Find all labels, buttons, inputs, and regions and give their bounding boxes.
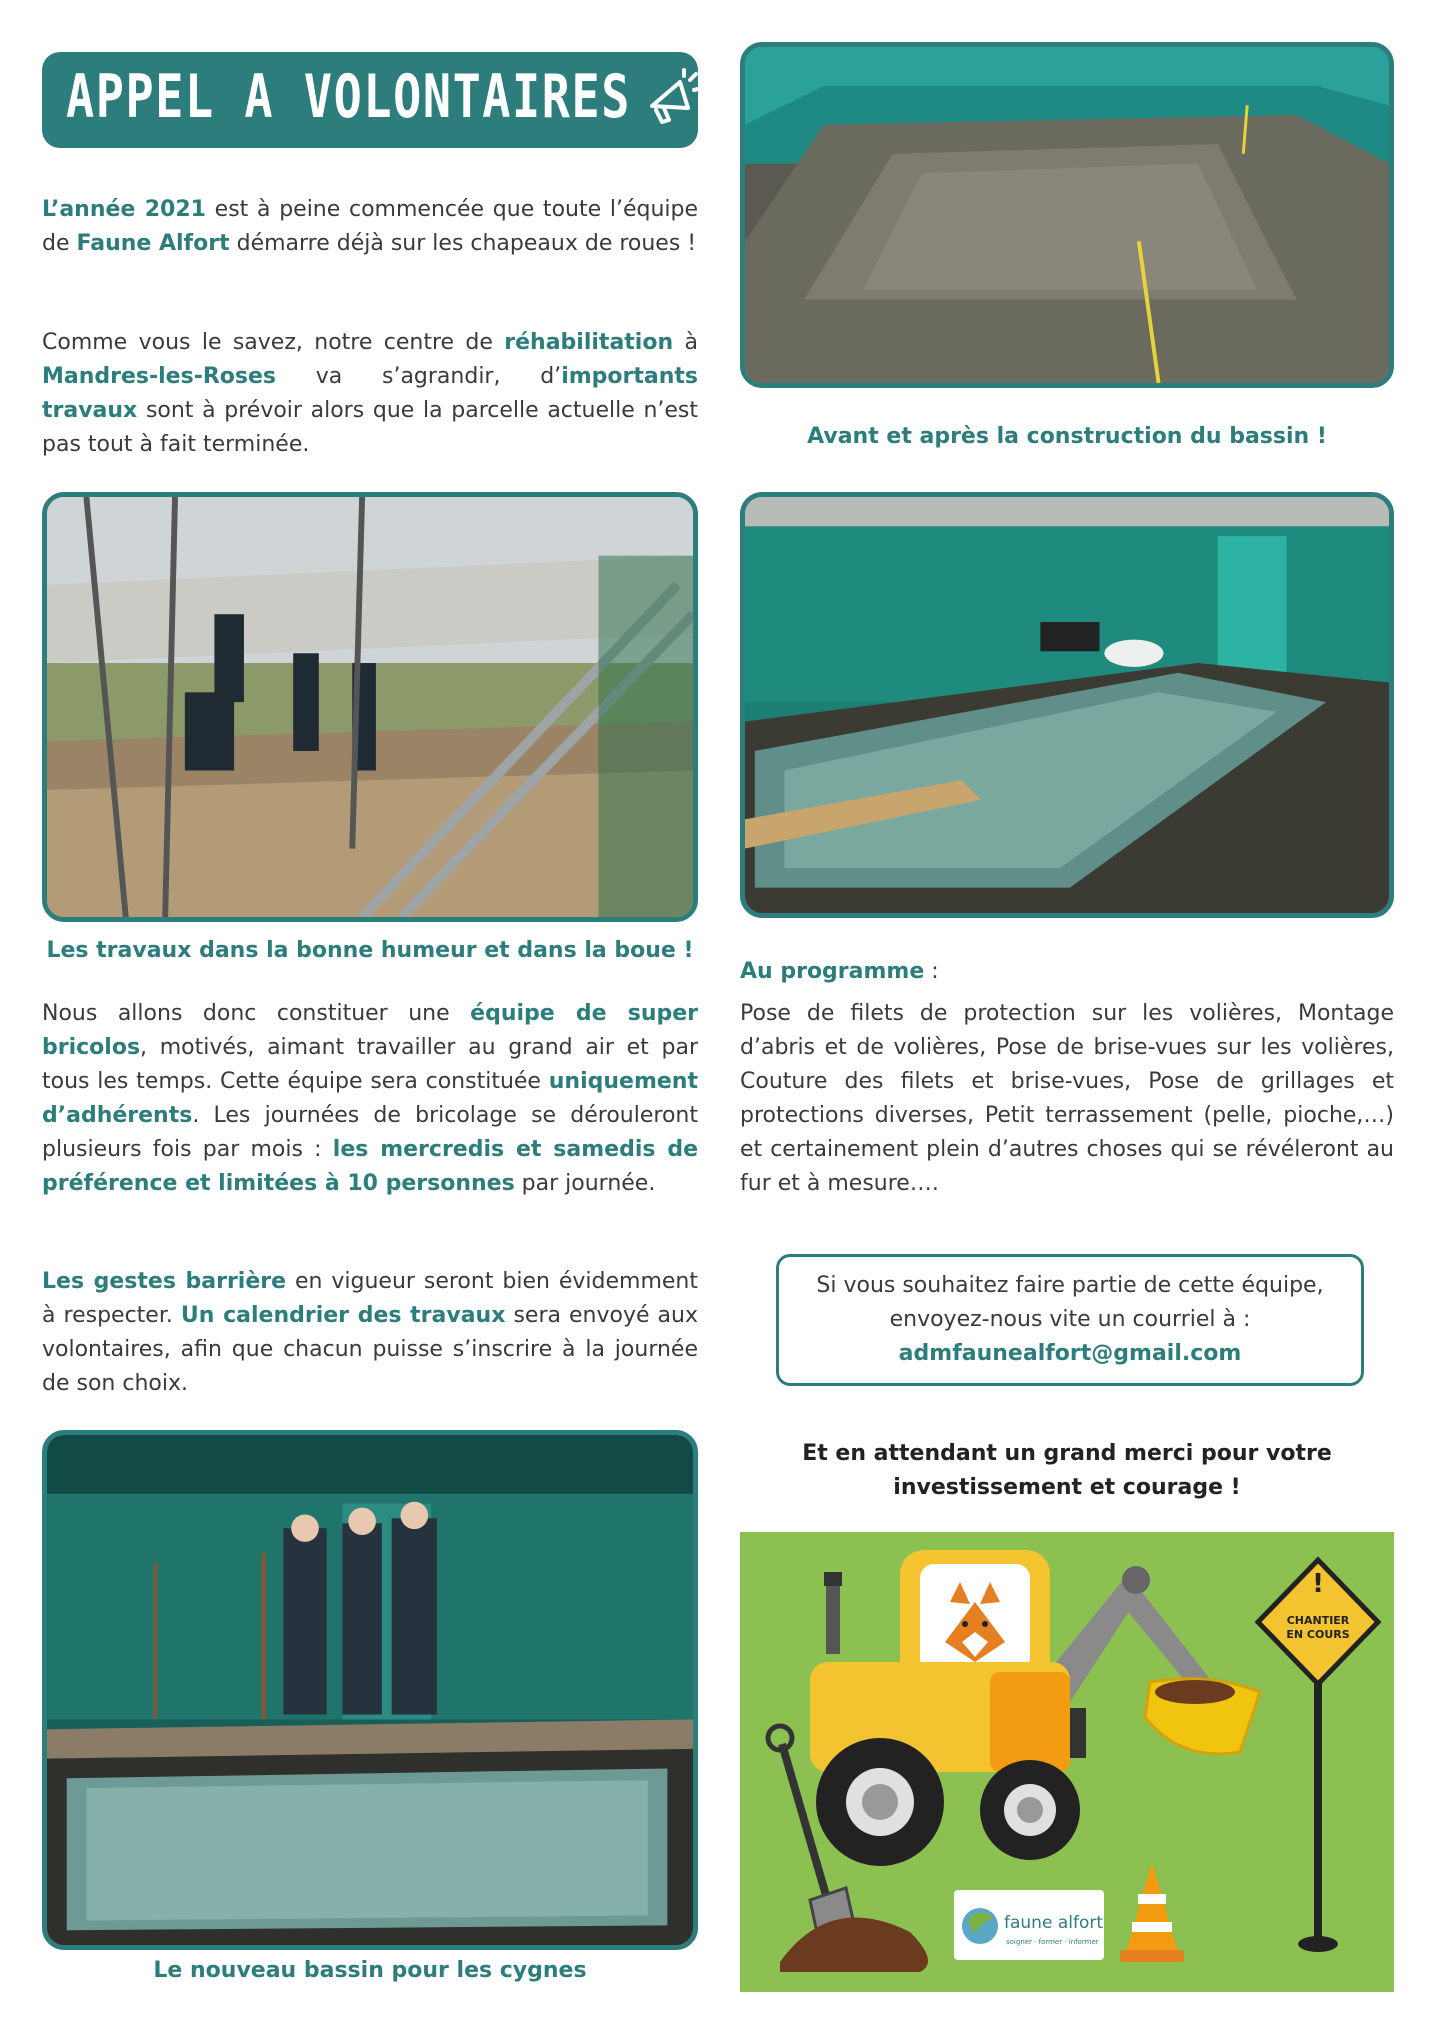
photo-pond-excavation [740, 42, 1394, 388]
logo-tagline: soigner · former · informer [1006, 1938, 1099, 1946]
paragraph-text: va s’agrandir, d’ [276, 364, 562, 389]
photo-new-pond-team [42, 1430, 698, 1950]
programme-heading: Au programme [740, 959, 925, 984]
thanks-message [740, 1437, 1394, 1505]
paragraph-text: , motivés, aimant travailler au grand air et par tous les temps. Cette équipe sera constituée [42, 1035, 698, 1094]
paragraph-text: Nous allons donc constituer une [42, 1001, 471, 1026]
paragraph-text: est à peine commencée que toute l’équipe de [42, 197, 699, 256]
sign-text-line-1: CHANTIER [1286, 1614, 1350, 1627]
paragraph-text: démarre déjà sur les chapeaux de roues ! [229, 231, 697, 256]
paragraph-text: Comme vous le savez, notre centre de [42, 330, 505, 355]
contact-line-1: Si vous souhaitez faire partie de cette équipe, [816, 1273, 1324, 1298]
body-paragraph-safety [42, 1265, 698, 1401]
highlighted-text: importants travaux [42, 364, 698, 423]
page-title: APPEL A VOLONTAIRES [66, 62, 631, 132]
paragraph-text: sont à prévoir alors que la parcelle actuelle n’est pas tout à fait terminée. [42, 398, 698, 457]
intro-paragraph-2 [42, 326, 698, 462]
paragraph-text: à [673, 330, 698, 355]
paragraph-text: en vigueur seront bien évidemment à respecter. [42, 1269, 698, 1328]
sign-text-line-2: EN COURS [1286, 1628, 1350, 1641]
highlighted-text: Un calendrier des travaux [180, 1303, 506, 1328]
construction-illustration [740, 1532, 1394, 1992]
svg-text:!: ! [1312, 1569, 1324, 1599]
highlighted-text: Faune Alfort [76, 231, 230, 256]
intro-paragraph-1 [42, 193, 698, 261]
caption-new-pond: Le nouveau bassin pour les cygnes [153, 1958, 587, 1983]
contact-box [776, 1254, 1364, 1386]
programme-heading-line [740, 955, 1394, 989]
caption-works: Les travaux dans la bonne humeur et dans la boue ! [46, 938, 694, 963]
contact-email-link[interactable]: admfaunealfort@gmail.com [898, 1341, 1242, 1366]
highlighted-text: les mercredis et samedis de préférence et limitées à 10 personnes [42, 1137, 699, 1196]
title-banner [42, 52, 698, 148]
photo-pond-filled [740, 492, 1394, 918]
highlighted-text: Mandres-les-Roses [42, 364, 276, 389]
paragraph-text: . Les journées de bricolage se dérouleront plusieurs fois par mois : [42, 1103, 698, 1162]
paragraph-text: sera envoyé aux volontaires, afin que chacun puisse s’inscrire à la journée de son choix. [42, 1303, 698, 1396]
thanks-line-1: Et en attendant un grand merci pour votre [802, 1441, 1332, 1466]
highlighted-text: Les gestes barrière [42, 1269, 287, 1294]
thanks-line-2: investissement et courage ! [893, 1475, 1241, 1500]
paragraph-text: par journée. [514, 1171, 656, 1196]
highlighted-text: équipe de super bricolos [42, 1001, 699, 1060]
photo-volunteers-working [42, 492, 698, 922]
faune-alfort-logo [954, 1890, 1104, 1960]
body-paragraph-team [42, 997, 698, 1201]
highlighted-text: L’année 2021 [42, 197, 206, 222]
megaphone-icon [642, 68, 706, 132]
caption-before-after: Avant et après la construction du bassin ! [807, 424, 1327, 449]
logo-name: faune alfort [1004, 1913, 1103, 1933]
programme-heading-suffix: : [924, 959, 939, 984]
programme-text: Pose de filets de protection sur les volières, Montage d’abris et de volières, Pose de brise-vues sur les volières, Couture des filets et brise-vues, Pose de grillages et protections diverses, Petit terrassement (pelle, pioche,…) et certainement plein d’autres choses qui se révéleront au fur et à mesure…. [740, 1001, 1394, 1196]
highlighted-text: uniquement d’adhérents [42, 1069, 698, 1128]
highlighted-text: réhabilitation [504, 330, 674, 355]
contact-line-2: envoyez-nous vite un courriel à : [889, 1307, 1251, 1332]
